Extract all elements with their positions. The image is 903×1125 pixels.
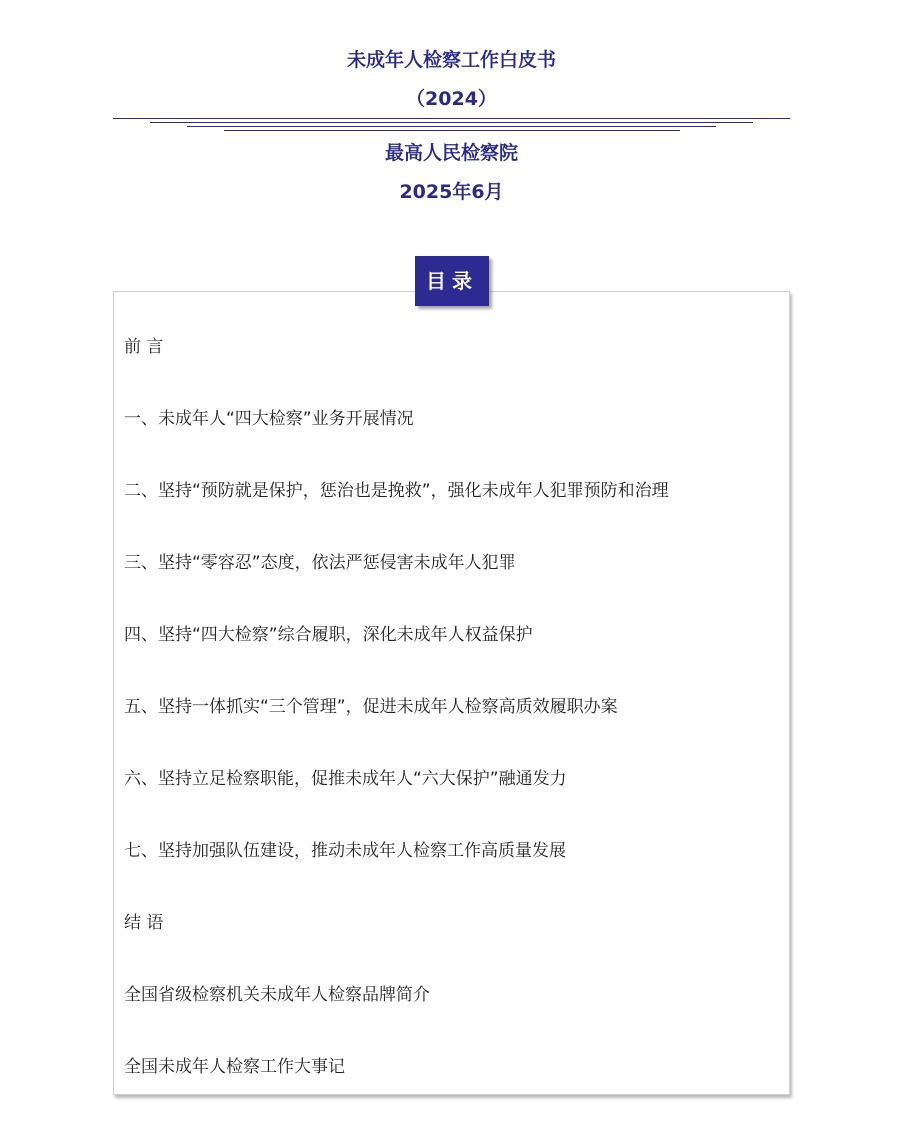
toc-item-chronicle[interactable]: 全国未成年人检察工作大事记	[124, 1057, 345, 1077]
divider-line-1	[113, 118, 790, 119]
toc-item-chapter-2[interactable]: 二、坚持“预防就是保护，惩治也是挽救”，强化未成年人犯罪预防和治理	[124, 481, 669, 501]
divider-line-4	[224, 130, 680, 131]
toc-item-conclusion[interactable]: 结 语	[124, 913, 164, 933]
toc-item-chapter-6[interactable]: 六、坚持立足检察职能，促推未成年人“六大保护”融通发力	[124, 769, 567, 789]
toc-heading-badge: 目录	[415, 256, 489, 306]
issue-date: 2025年6月	[399, 181, 504, 203]
issuer: 最高人民检察院	[384, 142, 518, 164]
divider-line-3	[187, 126, 716, 127]
divider-line-2	[150, 122, 753, 123]
toc-item-chapter-1[interactable]: 一、未成年人“四大检察”业务开展情况	[124, 409, 414, 429]
toc-item-brand-profiles[interactable]: 全国省级检察机关未成年人检察品牌简介	[124, 985, 430, 1005]
table-of-contents	[113, 291, 790, 1095]
toc-item-preface[interactable]: 前 言	[124, 337, 164, 357]
toc-item-chapter-3[interactable]: 三、坚持“零容忍”态度，依法严惩侵害未成年人犯罪	[124, 553, 516, 573]
document-title: 未成年人检察工作白皮书	[346, 49, 556, 71]
toc-item-chapter-4[interactable]: 四、坚持“四大检察”综合履职，深化未成年人权益保护	[124, 625, 533, 645]
document-year: （2024）	[406, 88, 497, 110]
toc-item-chapter-7[interactable]: 七、坚持加强队伍建设，推动未成年人检察工作高质量发展	[124, 841, 566, 861]
toc-item-chapter-5[interactable]: 五、坚持一体抓实“三个管理”，促进未成年人检察高质效履职办案	[124, 697, 618, 717]
